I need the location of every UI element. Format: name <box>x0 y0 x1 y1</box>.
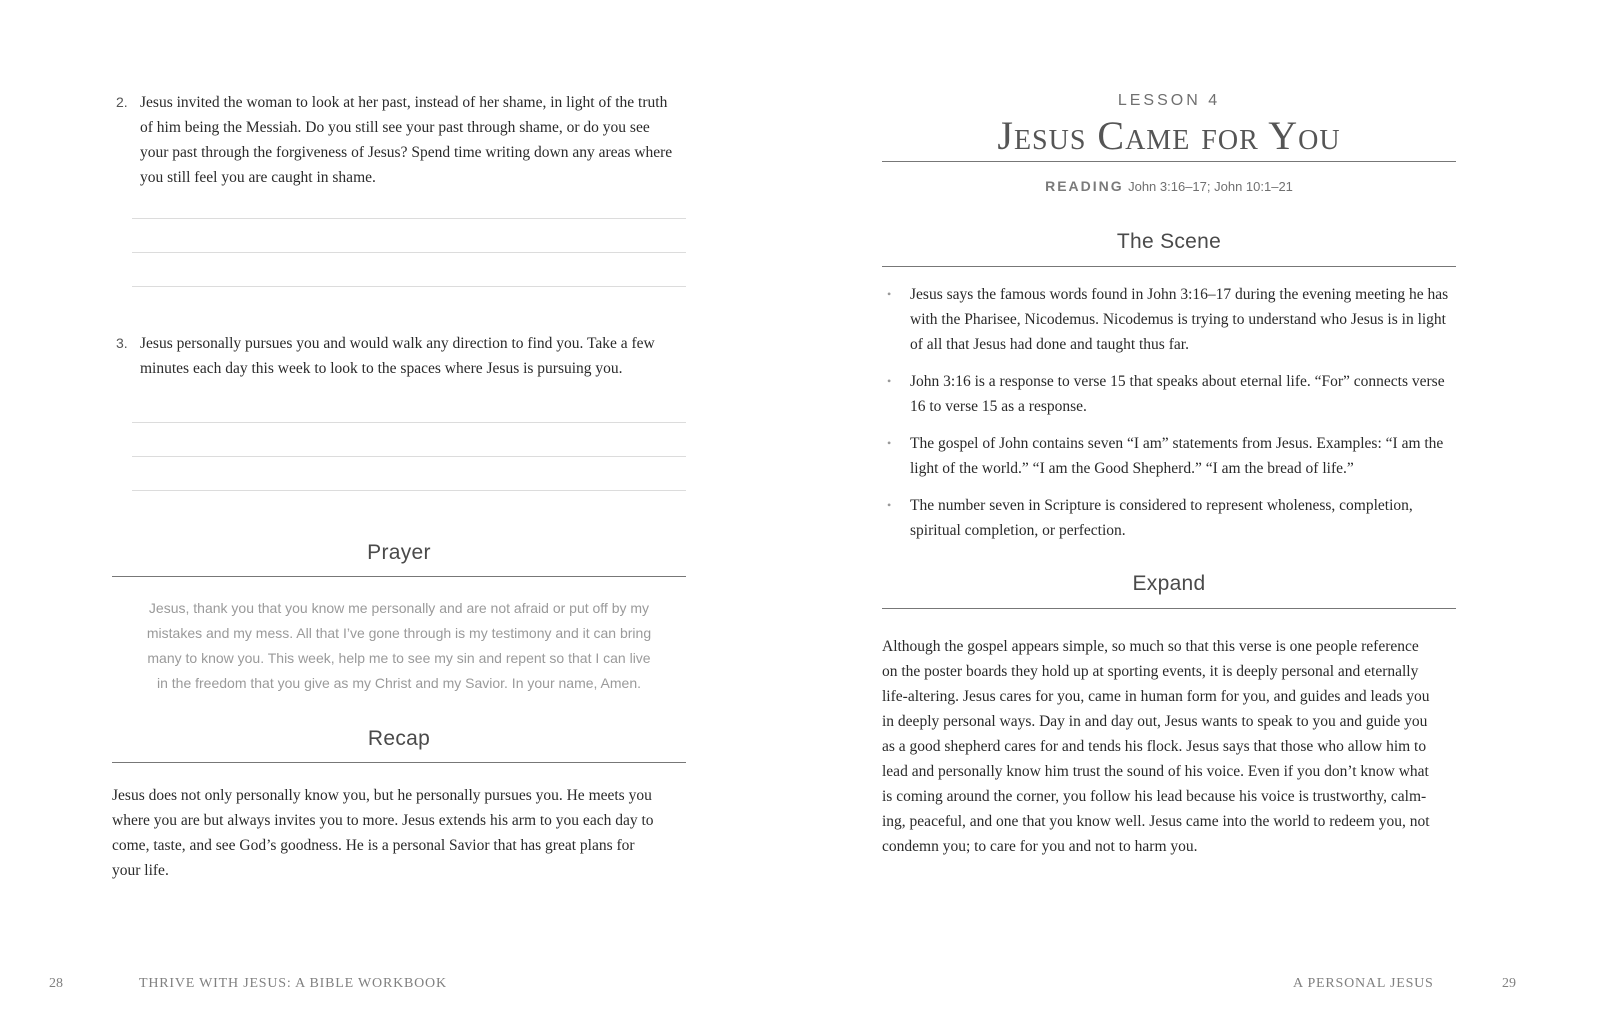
text-line: mistakes and my mess. All that I’ve gone through is my testimony and it can bring <box>146 625 652 641</box>
question-2 <box>116 90 696 190</box>
scene-heading: The Scene <box>1116 230 1222 253</box>
right-page <box>800 0 1600 1029</box>
text-line: as a good shepherd cares for and tends his flock. Jesus says that those who allow him to <box>882 738 1427 755</box>
text-line: light of the world.” “I am the Good Shepherd.” “I am the bread of life.” <box>910 460 1354 477</box>
answer-line[interactable] <box>132 422 686 423</box>
bullet-icon: • <box>887 498 892 512</box>
text-line: spiritual completion, or perfection. <box>910 522 1126 539</box>
title-rule <box>882 161 1456 162</box>
text-line: Jesus, thank you that you know me personally and are not afraid or put off by my <box>148 600 650 616</box>
text-line: lead and personally know him trust the sound of his voice. Even if you don’t know what <box>882 763 1429 780</box>
answer-line[interactable] <box>132 286 686 287</box>
answer-line[interactable] <box>132 490 686 491</box>
text-line: Jesus says the famous words found in John 3:16–17 during the evening meeting he has <box>910 286 1449 303</box>
list-item <box>882 431 1458 481</box>
question-number: 3. <box>116 335 128 351</box>
prayer-text <box>112 596 686 696</box>
text-line: is coming around the corner, you follow his lead because his voice is trustworthy, calm- <box>882 788 1427 805</box>
running-header-book-title: THRIVE WITH JESUS: A BIBLE WORKBOOK <box>139 976 447 991</box>
heading-rule <box>112 576 686 577</box>
text-line: ing, peaceful, and one that you know well. Jesus came into the world to redeem you, not <box>882 813 1430 830</box>
page-number: 28 <box>49 976 63 991</box>
running-header-section-title: A PERSONAL JESUS <box>1293 976 1434 991</box>
reading-line <box>882 178 1456 196</box>
bullet-icon: • <box>887 287 892 301</box>
text-line: many to know you. This week, help me to see my sin and repent so that I can live <box>147 650 651 666</box>
text-line: Jesus personally pursues you and would walk any direction to find you. Take a few <box>140 335 655 352</box>
text-line: Jesus invited the woman to look at her past, instead of her shame, in light of the truth <box>140 94 668 111</box>
text-line: in the freedom that you give as my Christ and my Savior. In your name, Amen. <box>156 675 641 691</box>
question-3 <box>116 331 696 381</box>
text-line: in deeply personal ways. Day in and day out, Jesus wants to speak to you and guide you <box>882 713 1428 730</box>
recap-heading: Recap <box>367 727 431 750</box>
prayer-heading: Prayer <box>367 541 431 564</box>
text-line: The number seven in Scripture is considered to represent wholeness, completion, <box>910 497 1413 514</box>
page-number: 29 <box>1502 976 1516 991</box>
lesson-label: LESSON 4 <box>1117 92 1221 109</box>
list-item <box>882 369 1458 419</box>
answer-line[interactable] <box>132 456 686 457</box>
text-line: The gospel of John contains seven “I am” statements from Jesus. Examples: “I am the <box>910 435 1444 452</box>
reading-references: John 3:16–17; John 10:1–21 <box>1128 179 1293 194</box>
heading-rule <box>882 608 1456 609</box>
expand-text <box>882 634 1482 859</box>
scene-bullet-list <box>882 282 1458 555</box>
text-line: 16 to verse 15 as a response. <box>910 398 1087 415</box>
text-line: John 3:16 is a response to verse 15 that speaks about eternal life. “For” connects verse <box>910 373 1445 390</box>
text-line: your past through the forgiveness of Jesus? Spend time writing down any areas where <box>140 144 673 161</box>
text-line: Jesus does not only personally know you, but he personally pursues you. He meets you <box>112 787 652 804</box>
text-line: condemn you; to care for you and not to harm you. <box>882 838 1198 855</box>
text-line: life-altering. Jesus cares for you, came in human form for you, and guides and leads you <box>882 688 1430 705</box>
question-text <box>140 90 696 190</box>
text-line: minutes each day this week to look to the spaces where Jesus is pursuing you. <box>140 360 623 377</box>
heading-rule <box>112 762 686 763</box>
reading-label: READING <box>1045 178 1124 194</box>
answer-line[interactable] <box>132 218 686 219</box>
question-text <box>140 331 696 381</box>
text-line: with the Pharisee, Nicodemus. Nicodemus is trying to understand who Jesus is in light <box>910 311 1446 328</box>
list-item <box>882 282 1458 357</box>
text-line: Although the gospel appears simple, so much so that this verse is one people reference <box>882 638 1419 655</box>
text-line: of him being the Messiah. Do you still see your past through shame, or do you see <box>140 119 650 136</box>
text-line: come, taste, and see God’s goodness. He is a personal Savior that has great plans for <box>112 837 635 854</box>
heading-rule <box>882 266 1456 267</box>
recap-text <box>112 783 692 883</box>
text-line: on the poster boards they hold up at sporting events, it is deeply personal and eternally <box>882 663 1419 680</box>
lesson-title: Jesus Came for You <box>997 113 1341 158</box>
text-line: you still feel you are caught in shame. <box>140 169 376 186</box>
text-line: your life. <box>112 862 169 879</box>
list-item <box>882 493 1458 543</box>
bullet-icon: • <box>887 374 892 388</box>
bullet-icon: • <box>887 436 892 450</box>
text-line: of all that Jesus had done and taught thus far. <box>910 336 1189 353</box>
question-number: 2. <box>116 94 128 110</box>
answer-line[interactable] <box>132 252 686 253</box>
expand-heading: Expand <box>1132 572 1206 595</box>
text-line: where you are but always invites you to more. Jesus extends his arm to you each day to <box>112 812 654 829</box>
